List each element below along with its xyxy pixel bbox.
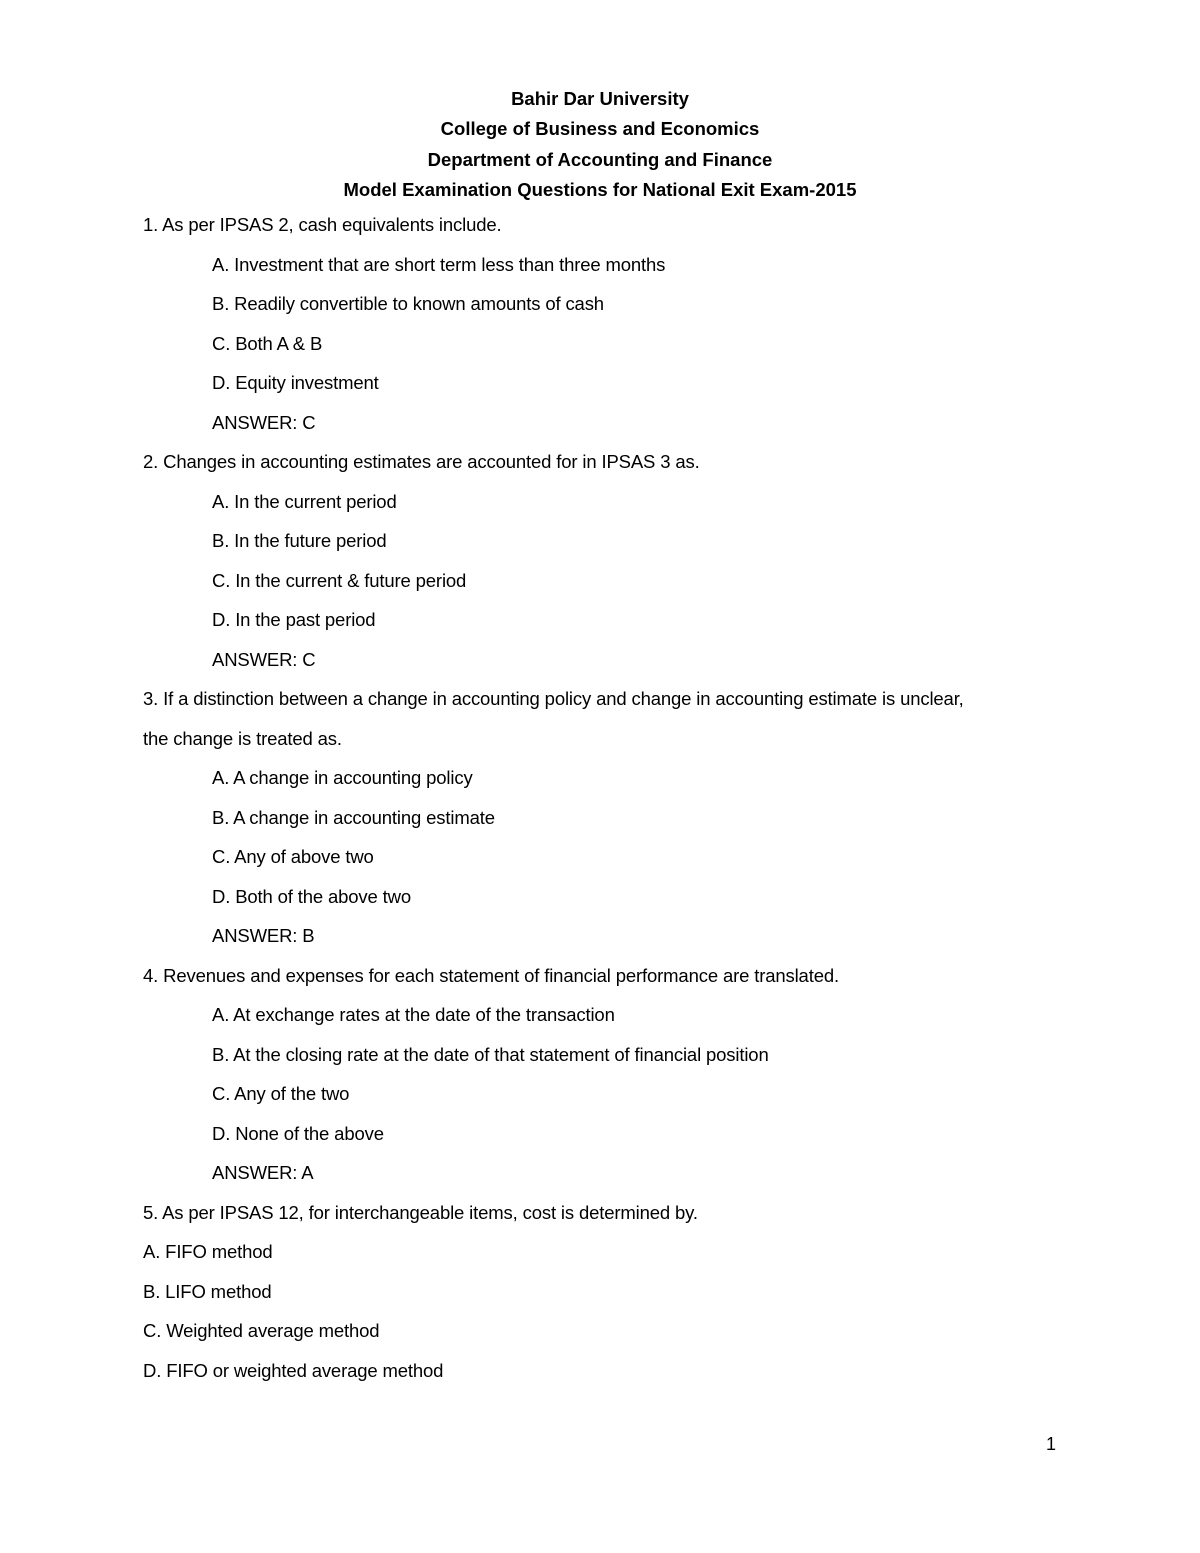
question-3-stem-line-2: the change is treated as. (143, 727, 342, 749)
question-1-option-c: C. Both A & B (212, 332, 323, 354)
question-5-option-a: A. FIFO method (143, 1241, 273, 1262)
question-4-option-a: A. At exchange rates at the date of the transaction (212, 1004, 615, 1025)
question-2-option-a: A. In the current period (212, 490, 397, 512)
question-4-stem: 4. Revenues and expenses for each statement of financial performance are translated. (143, 964, 839, 986)
question-3-option-d: D. Both of the above two (212, 885, 411, 907)
question-5-option-d: D. FIFO or weighted average method (143, 1359, 444, 1381)
question-4-option-b: B. At the closing rate at the date of that statement of financial position (212, 1043, 769, 1065)
question-3-option-a: A. A change in accounting policy (212, 767, 473, 788)
question-5-option-c: C. Weighted average method (143, 1320, 380, 1341)
question-2-option-b: B. In the future period (212, 530, 387, 551)
university-name: Bahir Dar University (511, 88, 689, 109)
question-1-answer: ANSWER: C (212, 411, 316, 433)
question-3-option-c: C. Any of above two (212, 846, 374, 867)
question-1-option-a: A. Investment that are short term less than three months (212, 253, 666, 275)
page-number: 1 (1046, 1434, 1057, 1454)
college-name: College of Business and Economics (440, 118, 760, 140)
question-1-option-b: B. Readily convertible to known amounts of cash (212, 293, 604, 314)
question-2-option-c: C. In the current & future period (212, 569, 467, 591)
question-1-stem: 1. As per IPSAS 2, cash equivalents include. (143, 214, 502, 235)
document-header (0, 84, 1200, 205)
question-4-option-d: D. None of the above (212, 1122, 384, 1144)
question-list (143, 205, 1063, 1390)
question-2-answer: ANSWER: C (212, 648, 316, 670)
question-3-answer: ANSWER: B (212, 925, 315, 946)
question-2-stem: 2. Changes in accounting estimates are accounted for in IPSAS 3 as. (143, 451, 700, 472)
question-1-option-d: D. Equity investment (212, 372, 379, 393)
question-5-stem: 5. As per IPSAS 12, for interchangeable items, cost is determined by. (143, 1201, 698, 1223)
exam-title: Model Examination Questions for National Exit Exam-2015 (343, 178, 857, 200)
question-4-answer: ANSWER: A (212, 1162, 314, 1183)
question-4-option-c: C. Any of the two (212, 1083, 350, 1104)
question-3-stem-line-1: 3. If a distinction between a change in accounting policy and change in accounting estimate is unclear, (143, 688, 964, 709)
question-5-option-b: B. LIFO method (143, 1280, 272, 1302)
question-3-option-b: B. A change in accounting estimate (212, 806, 495, 828)
department-name: Department of Accounting and Finance (427, 148, 773, 170)
question-2-option-d: D. In the past period (212, 609, 376, 630)
